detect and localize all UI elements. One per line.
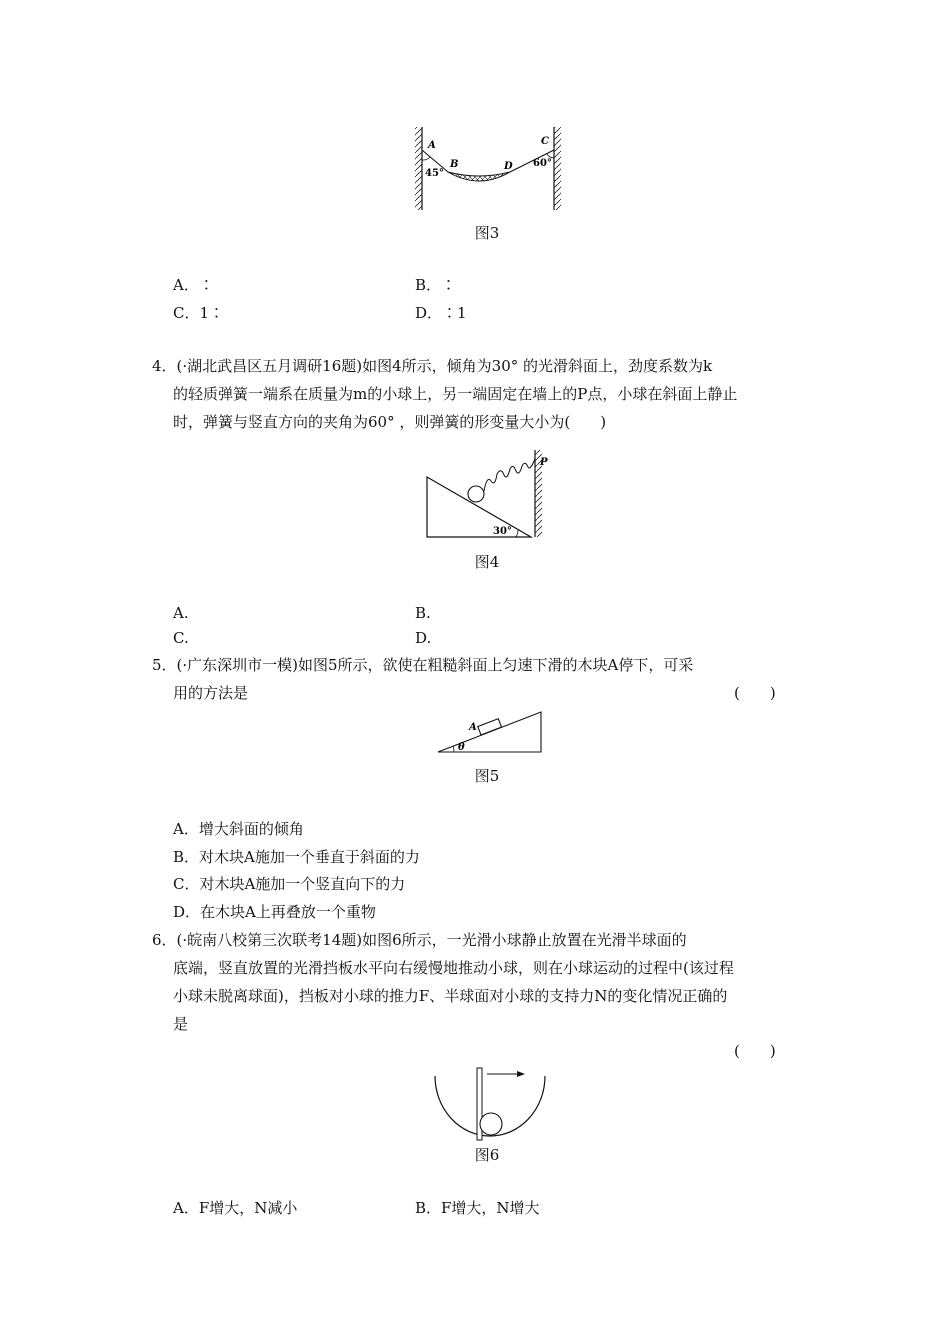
fig3-label-a: A [428, 140, 436, 151]
q3-option-d: D．∶1 [415, 304, 467, 322]
q4-option-a: A. [173, 604, 189, 622]
fig3-caption: 图3 [474, 224, 500, 242]
q4-option-d: D. [415, 629, 432, 647]
q5-answer-paren: ( ) [734, 684, 776, 702]
figure-6 [433, 1066, 547, 1142]
fig5-caption: 图5 [474, 767, 500, 785]
q6-line-2: 底端，竖直放置的光滑挡板水平向右缓慢地推动小球，则在小球运动的过程中(该过程 [173, 959, 734, 977]
q5-line-2: 用的方法是 [173, 684, 249, 702]
q3-option-b: B．∶ [415, 276, 457, 294]
figure-3 [410, 122, 570, 214]
fig5-angle: θ [458, 742, 465, 753]
q3-option-a: A．∶ [173, 276, 214, 294]
fig3-label-c: C [541, 136, 549, 147]
q6-option-b: B．F增大，N增大 [415, 1199, 540, 1217]
q4-line-3: 时，弹簧与竖直方向的夹角为60° ，则弹簧的形变量大小为( ) [173, 413, 607, 431]
q4-line-1: 4．(·湖北武昌区五月调研16题)如图4所示，倾角为30° 的光滑斜面上，劲度系数为k [152, 357, 713, 375]
figure-5 [434, 708, 546, 756]
q4-line-2: 的轻质弹簧一端系在质量为m的小球上，另一端固定在墙上的P点，小球在斜面上静止 [173, 385, 738, 403]
q6-answer-paren: ( ) [734, 1042, 776, 1060]
figure-4 [423, 447, 558, 542]
fig3-angle-left: 45° [425, 168, 444, 179]
q4-option-c: C. [173, 629, 189, 647]
q6-line-1: 6．(·皖南八校第三次联考14题)如图6所示，一光滑小球静止放置在光滑半球面的 [152, 931, 687, 949]
q3-option-c: C．1∶ [173, 304, 225, 322]
q5-option-c: C．对木块A施加一个竖直向下的力 [173, 875, 406, 893]
q5-option-d: D．在木块A上再叠放一个重物 [173, 903, 376, 921]
q5-option-a: A．增大斜面的倾角 [173, 820, 304, 838]
fig5-label-a: A [469, 722, 477, 733]
fig6-caption: 图6 [474, 1146, 500, 1164]
fig3-angle-right: 60° [533, 158, 552, 169]
q6-option-a: A．F增大，N减小 [173, 1199, 298, 1217]
fig3-label-d: D [504, 161, 513, 172]
arrow-right-icon [517, 1071, 525, 1077]
q4-option-b: B. [415, 604, 431, 622]
fig4-angle: 30° [493, 526, 512, 537]
fig4-caption: 图4 [474, 553, 500, 571]
fig3-label-b: B [450, 159, 459, 170]
fig4-label-p: P [540, 457, 548, 468]
q5-option-b: B．对木块A施加一个垂直于斜面的力 [173, 848, 420, 866]
q6-line-3: 小球未脱离球面)，挡板对小球的推力F、半球面对小球的支持力N的变化情况正确的 [173, 987, 728, 1005]
q6-line-4: 是 [173, 1015, 189, 1033]
q5-line-1: 5．(·广东深圳市一模)如图5所示，欲使在粗糙斜面上匀速下滑的木块A停下，可采 [152, 656, 694, 674]
